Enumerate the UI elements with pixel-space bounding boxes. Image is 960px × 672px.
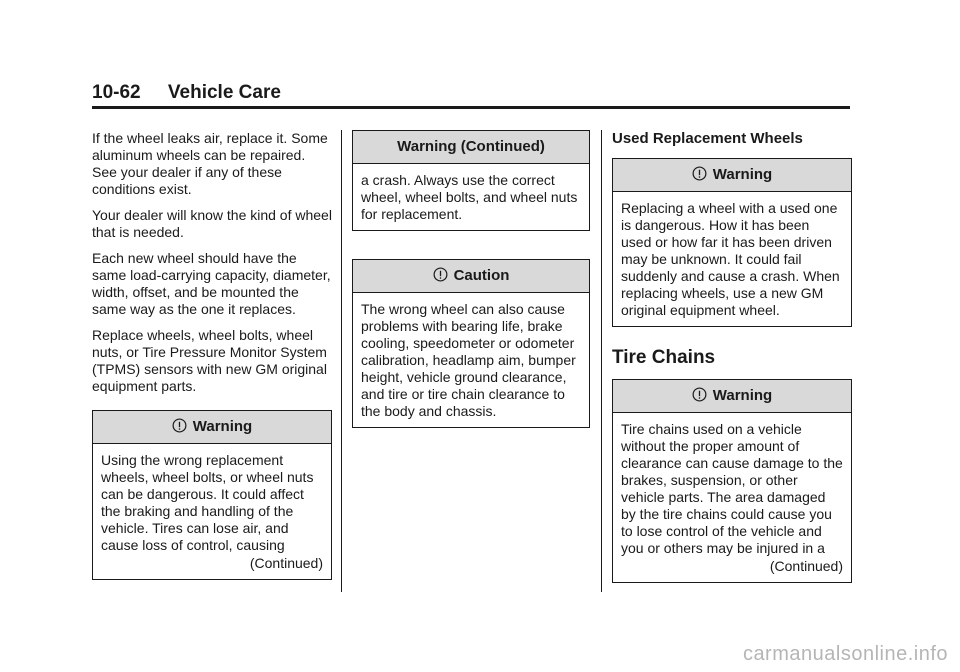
warning-box-header — [93, 411, 331, 444]
column-divider — [341, 130, 342, 592]
paragraph: Each new wheel should have the same load-carrying capacity, diameter, width, offset, and be mounted the same way as the one it replaces. — [92, 250, 331, 317]
alert-icon — [172, 418, 187, 433]
section-heading: Tire Chains — [612, 347, 716, 368]
paragraph: If the wheel leaks air, replace it. Some aluminum wheels can be repaired. See your dealer if any of these conditions exist. — [92, 130, 328, 197]
warning-continued-text: a crash. Always use the correct wheel, wheel bolts, and wheel nuts for replacement. — [361, 172, 578, 222]
paragraph: Replace wheels, wheel bolts, wheel nuts, or Tire Pressure Monitor System (TPMS) sensors with new GM original equipment parts. — [92, 327, 327, 394]
column-right — [612, 130, 852, 583]
warning-continued-header: Warning (Continued) — [353, 131, 589, 164]
alert-icon — [692, 166, 707, 181]
subheading: Used Replacement Wheels — [612, 130, 803, 147]
column-middle — [352, 130, 590, 428]
alert-icon — [433, 267, 448, 282]
warning-box — [612, 379, 852, 583]
warning-title: Warning — [712, 166, 773, 183]
page-number: 10-62 — [92, 82, 141, 103]
continued-label: (Continued) — [769, 558, 843, 574]
warning-text: Replacing a wheel with a used one is dangerous. How it has been used or how far it has been driven may be unknown. It could fail suddenly and cause a crash. When replacing wheels, use a new GM original equipment wheel. — [621, 200, 840, 318]
caution-box — [352, 259, 590, 428]
section-title: Vehicle Care — [167, 82, 281, 103]
warning-box-header — [613, 380, 851, 413]
caution-text: The wrong wheel can also cause problems with bearing life, brake cooling, speedometer or odometer calibration, headlamp aim, bumper height, vehicle ground clearance, and tire or tire chain clearance to the body and chassis. — [361, 301, 576, 419]
warning-box-header — [613, 159, 851, 192]
warning-title: Warning — [192, 418, 253, 435]
warning-box — [92, 410, 332, 580]
caution-box-header — [353, 260, 589, 293]
page-header — [92, 80, 850, 109]
warning-text: Using the wrong replacement wheels, wheel bolts, or wheel nuts can be dangerous. It could affect the braking and handling of the vehicle. Tires can lose air, and cause loss of control, causing — [101, 452, 314, 553]
warning-box — [612, 158, 852, 327]
warning-title: Warning — [712, 387, 773, 404]
alert-icon — [692, 387, 707, 402]
column-left — [92, 130, 332, 580]
continued-label: (Continued) — [249, 555, 323, 571]
warning-continued-box — [352, 130, 590, 231]
watermark: carmanualsonline.info — [742, 643, 948, 665]
paragraph: Your dealer will know the kind of wheel that is needed. — [92, 207, 332, 240]
caution-title: Caution — [453, 267, 510, 284]
warning-text: Tire chains used on a vehicle without the proper amount of clearance can cause damage to the brakes, suspension, or other vehicle parts. The area damaged by the tire chains could cause you to lose control of the vehicle and you or others may be injured in a — [621, 421, 843, 556]
column-divider — [601, 130, 602, 592]
